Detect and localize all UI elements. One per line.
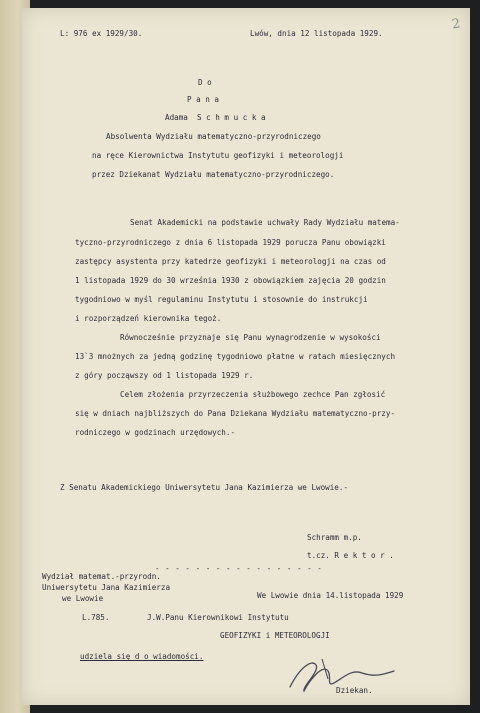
closing-line: Z Senatu Akademickiego Uniwersytetu Jana Kazimierza we Lwowie.- (60, 483, 349, 492)
forward-date: We Lwowie dnia 14.listopada 1929 (257, 591, 404, 600)
body-line: Równocześnie przyznaje się Panu wynagrodzenie w wysokości (120, 333, 381, 342)
address-line-3: przez Dziekanat Wydziału matematyczno-przyrodniczego. (92, 170, 335, 179)
stamp-line-2: Uniwersytetu Jana Kazimierza (42, 583, 171, 592)
divider-line: - - - - - - - - - - - - - - - - - (155, 564, 323, 573)
address-name: Adama S c h m u c k a (165, 113, 266, 122)
body-line: Celem złożenia przyrzeczenia służbowego zechce Pan zgłosić (120, 390, 386, 399)
forward-addressee: J.W.Panu Kierownikowi Instytutu (147, 613, 289, 622)
stamp-line-3: we Lwowie (62, 594, 104, 603)
body-line: Senat Akademicki na podstawie uchwały Rady Wydziału matema- (130, 218, 400, 227)
place-date: Lwów, dnia 12 listopada 1929. (250, 29, 383, 38)
body-line: tyczno-przyrodniczego z dnia 6 listopada 1929 poruczа Panu obowiązki (75, 238, 386, 247)
body-line: 1 listopada 1929 do 30 września 1930 z obowiązkiem zajęcia 20 godzin (75, 276, 386, 285)
document-page (22, 8, 470, 705)
stamp-number: L.785. (82, 613, 110, 622)
body-line: i rozporządzeń kierownika tegoż. (75, 314, 222, 323)
body-line: z góry począwszy od 1 listopada 1929 r. (75, 371, 254, 380)
address-line-1: Absolwenta Wydziału matematyczno-przyrodniczego (106, 132, 321, 141)
address-pana: P a n a (187, 95, 220, 104)
dean-label: Dziekan. (336, 686, 373, 695)
body-line: 13`3 mnożnych za jedną godzinę tygodniowo płatne w ratach miesięcznych (75, 352, 396, 361)
forward-note: udziela się d o wiadomości. (80, 652, 204, 661)
body-line: tygodniowo w myśl regulaminu Instytutu i stosownie do instrukcji (75, 295, 368, 304)
page-mark: 2 (450, 16, 462, 33)
address-line-2: na ręce Kierownictwa Instytutu geofizyki i meteorologji (92, 151, 344, 160)
signature-name: Schramm m.p. (307, 533, 362, 542)
body-line: rodniczego w godzinach urzędowych.- (75, 428, 236, 437)
reference-number: L: 976 ex 1929/30. (60, 29, 143, 38)
signature-title: t.cz. R e k t o r . (307, 551, 394, 560)
stamp-line-1: Wydział matemat.-przyrodn. (42, 572, 161, 581)
address-do: D o (198, 78, 212, 87)
forward-institute: GEOFIZYKI i METEOROLOGJI (220, 631, 330, 640)
body-line: zastępcy asystenta przy katedrze geofizyki i meteorologji na czas od (75, 257, 386, 266)
body-line: się w dniach najbliższych do Pana Dziekana Wydziału matematyczno-przy- (75, 409, 396, 418)
